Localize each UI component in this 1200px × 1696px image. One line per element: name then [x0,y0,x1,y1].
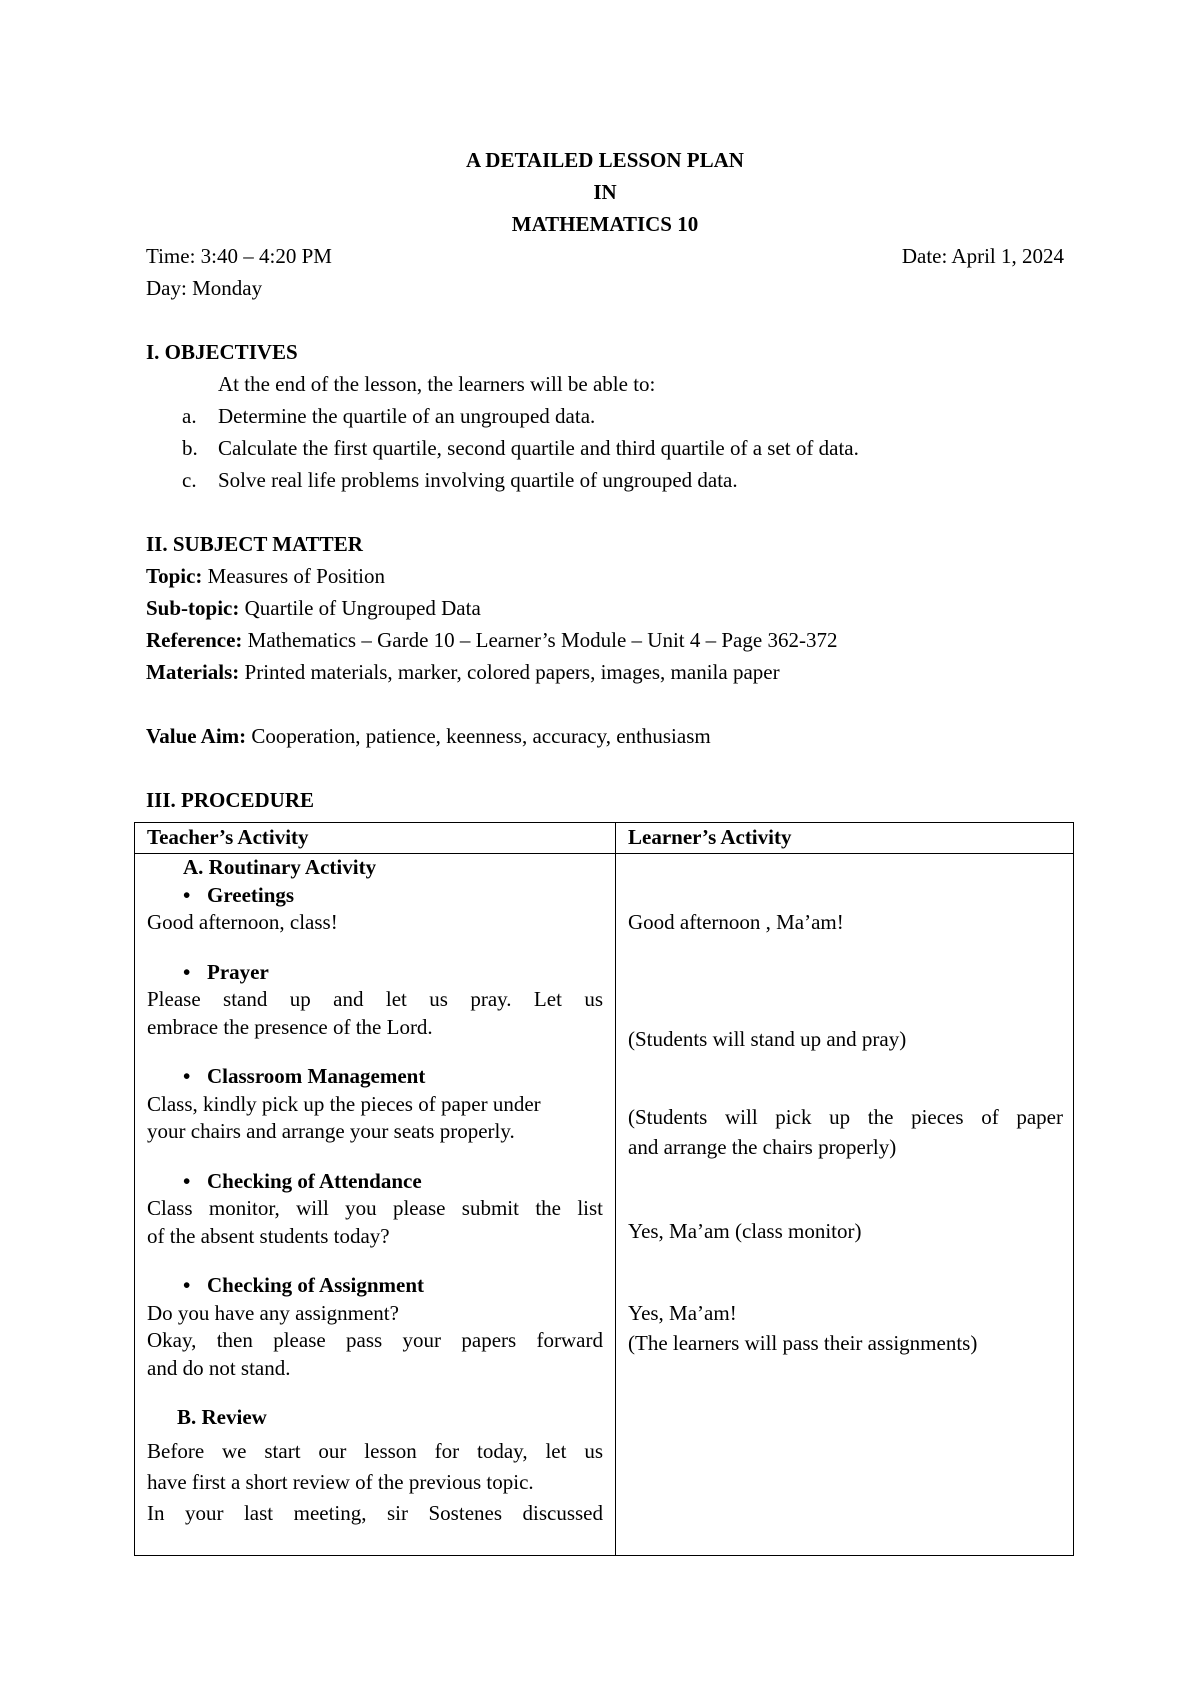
objectives-heading: I. OBJECTIVES [146,340,298,364]
objectives-list [146,400,1064,496]
review-teacher-text-2: have first a short review of the previous topic. [147,1469,534,1494]
prayer-heading: • Prayer [147,959,603,987]
date-text: Date: April 1, 2024 [901,244,1064,268]
review-heading: B. Review [177,1405,267,1429]
bullet-icon: • [183,1273,191,1297]
prayer-learner-text: (Students will stand up and pray) [628,1027,907,1051]
value-aim-line: Value Aim: Cooperation, patience, keenness, accuracy, enthusiasm [146,724,711,748]
classroom-learner-text-2: and arrange the chairs properly) [628,1135,897,1159]
checking-attendance-heading: • Checking of Attendance [147,1168,603,1196]
review-teacher-text-3: In your last meeting, sir Sostenes discussed [147,1500,603,1525]
classroom-teacher-text-2: your chairs and arrange your seats properly. [147,1119,515,1143]
teacher-activity-cell [135,854,616,1555]
document-body [146,144,1064,816]
bullet-icon: • [183,1168,191,1193]
day-text: Day: Monday [146,276,263,300]
attendance-teacher-text-2: of the absent students today? [147,1223,390,1248]
subtopic-line: Sub-topic: Quartile of Ungrouped Data [146,596,481,620]
assignment-teacher-text-2: Okay, then please pass your papers forward [147,1328,603,1352]
materials-line: Materials: Printed materials, marker, colored papers, images, manila paper [146,660,780,684]
objective-item: b. Calculate the first quartile, second quartile and third quartile of a set of data. [182,436,859,460]
prayer-teacher-text-1: Please stand up and let us pray. Let us [147,987,603,1011]
bullet-icon: • [183,882,191,907]
reference-line: Reference: Mathematics – Garde 10 – Learner’s Module – Unit 4 – Page 362-372 [146,628,838,652]
objective-item: a. Determine the quartile of an ungrouped data. [182,404,596,428]
classroom-teacher-text-1: Class, kindly pick up the pieces of paper under [147,1091,541,1116]
attendance-teacher-text-1: Class monitor, will you please submit the list [147,1196,603,1220]
time-text: Time: 3:40 – 4:20 PM [146,244,332,268]
procedure-table [134,822,1074,1556]
checking-assignment-heading: • Checking of Assignment [147,1272,603,1300]
greetings-teacher-text: Good afternoon, class! [147,910,338,934]
subject-matter-heading: II. SUBJECT MATTER [146,532,363,556]
greetings-heading: • Greetings [147,882,603,910]
title-line-3: MATHEMATICS 10 [511,212,699,236]
learner-activity-header: Learner’s Activity [628,825,792,849]
greetings-learner-text: Good afternoon , Ma’am! [628,910,844,934]
time-date-row [146,240,1064,272]
prayer-teacher-text-2: embrace the presence of the Lord. [147,1014,433,1039]
assignment-learner-text-1: Yes, Ma’am! [628,1301,737,1325]
review-teacher-text-1: Before we start our lesson for today, let us [147,1438,603,1463]
classroom-management-heading: • Classroom Management [147,1063,603,1091]
assignment-learner-text-2: (The learners will pass their assignments) [628,1331,978,1355]
bullet-icon: • [183,1064,191,1088]
objectives-intro: At the end of the lesson, the learners will be able to: [218,372,656,396]
procedure-heading: III. PROCEDURE [146,788,315,812]
attendance-learner-text: Yes, Ma’am (class monitor) [628,1219,862,1243]
assignment-teacher-text-3: and do not stand. [147,1355,291,1380]
title-line-1: A DETAILED LESSON PLAN [466,148,744,172]
assignment-teacher-text-1: Do you have any assignment? [147,1300,399,1325]
objective-item: c. Solve real life problems involving quartile of ungrouped data. [182,468,738,492]
title-line-2: IN [593,180,617,204]
bullet-icon: • [183,959,191,984]
table-body-row [135,854,1073,1555]
teacher-activity-header: Teacher’s Activity [135,823,616,853]
learner-activity-cell [616,854,1073,1555]
table-header-row [135,823,1073,854]
topic-line: Topic: Measures of Position [146,564,385,588]
routinary-activity-heading: A. Routinary Activity [183,855,377,879]
classroom-learner-text-1: (Students will pick up the pieces of paper [628,1105,1063,1129]
